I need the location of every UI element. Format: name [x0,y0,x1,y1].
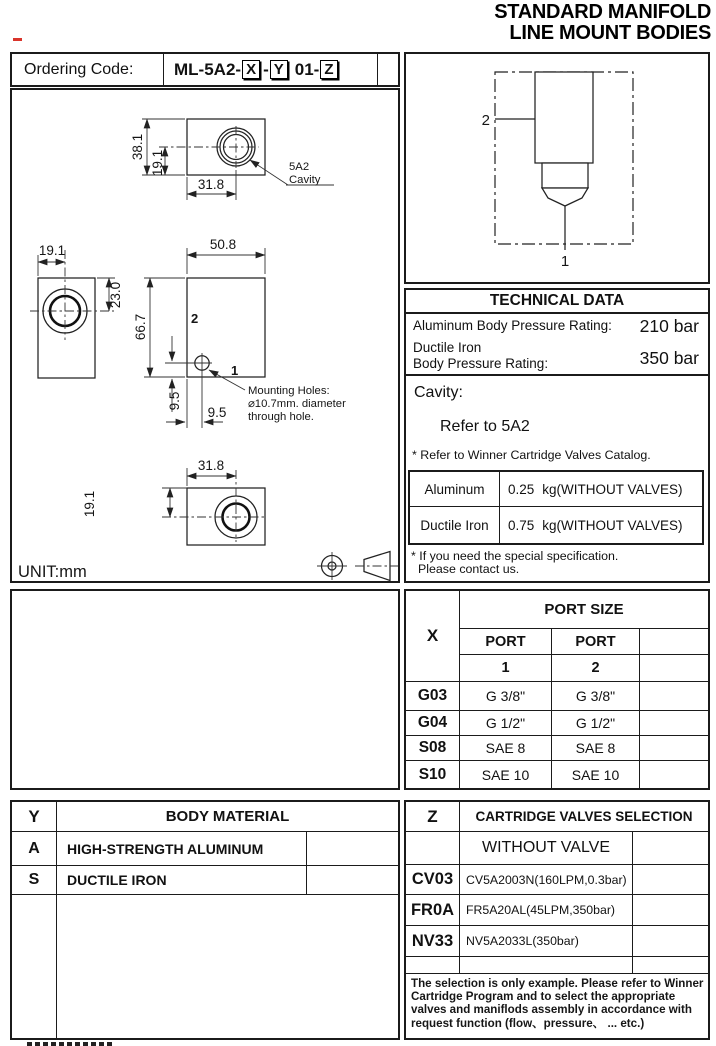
valves-table-key: Z [406,802,460,832]
body-row-code: A [12,832,57,866]
valve-row-model: FR5A20AL(45LPM,350bar) [460,895,633,926]
front-port-1-label: 1 [231,363,239,378]
port-number-2: 2 [552,655,640,682]
empty-cell [640,736,708,761]
ordering-code-z: Z [320,60,337,79]
empty-cell [307,832,398,866]
technical-data-title: TECHNICAL DATA [406,290,708,314]
empty-cell [57,895,398,1038]
weight-material-aluminum: Aluminum [410,472,500,507]
empty-cell [640,629,708,655]
weight-number: 0.75 [508,517,535,533]
dim-9-5-vertical: 9.5 [167,391,182,411]
dim-9-5-horizontal: 9.5 [207,405,227,420]
weight-unit: kg(WITHOUT VALVES) [542,517,683,533]
ductile-pressure-value: 350 bar [639,348,699,368]
empty-cell [633,895,708,926]
weight-material-ductile: Ductile Iron [410,507,500,543]
cavity-schematic [406,54,708,282]
dim-19-1-side: 19.1 [38,243,66,258]
ordering-code-mid: 01- [294,59,320,79]
valve-row-code: NV33 [406,926,460,957]
valves-table-title: CARTRIDGE VALVES SELECTION [460,802,708,832]
top-view [130,119,334,200]
port-table-key: X [406,591,460,682]
body-material-table [10,800,400,1040]
weight-number: 0.25 [508,481,535,497]
dim-50-8: 50.8 [209,237,237,252]
port-row-port2: G 1/2" [552,711,640,736]
page-title-line1: STANDARD MANIFOLD [494,1,711,23]
projection-symbol-cone-icon [355,552,398,581]
empty-panel [10,589,400,790]
dim-31-8-bottom: 31.8 [197,458,225,473]
cavity-label: Cavity: [414,384,463,401]
clipped-footer-text [27,1042,113,1046]
aluminum-pressure-label: Aluminum Body Pressure Rating: [413,318,612,333]
port-number-1: 1 [460,655,552,682]
dim-19-1-bottom: 19.1 [82,490,97,518]
empty-cell [12,895,57,1038]
page-title-line2: LINE MOUNT BODIES [509,22,711,44]
port-size-table [404,589,710,790]
empty-cell [460,957,633,974]
schematic-port-2-label: 2 [481,112,490,129]
dim-19-1-top: 19.1 [150,149,165,177]
ordering-code-empty-cell [377,54,398,85]
cartridge-valves-table [404,800,710,1040]
mounting-note-line3: through hole. [248,411,314,423]
catalog-note: * Refer to Winner Cartridge Valves Catalog. [412,448,651,462]
body-row-material: DUCTILE IRON [57,866,307,895]
ductile-pressure-label [413,340,548,372]
empty-cell [640,711,708,736]
empty-cell [640,682,708,711]
cavity-value: Refer to 5A2 [440,418,530,435]
ordering-code-dash: - [263,59,269,79]
weight-value-aluminum [500,472,702,507]
empty-cell [633,926,708,957]
cavity-schematic-box [404,52,710,284]
front-view [133,237,346,428]
empty-cell [406,832,460,865]
selection-note: The selection is only example. Please refer to Winner Cartridge Program and to select the appropriate valves and maniflods assembly in accordance with request function (flow、pressure、 ... etc.) [411,977,704,1030]
body-row-material: HIGH-STRENGTH ALUMINUM [57,832,307,866]
empty-cell [633,957,708,974]
ordering-code-y: Y [270,60,288,79]
port-row-port1: G 1/2" [460,711,552,736]
port-row-port1: SAE 10 [460,761,552,788]
body-row-code: S [12,866,57,895]
port-header-2: PORT [552,629,640,655]
side-view [30,243,123,378]
technical-data-box [404,288,710,583]
empty-cell [633,832,708,865]
without-valve-cell: WITHOUT VALVE [460,832,633,865]
cavity-callout-line2: Cavity [289,174,321,186]
engineering-drawing-box [10,88,400,583]
port-row-port1: G 3/8" [460,682,552,711]
ordering-code-x: X [242,60,260,79]
aluminum-pressure-value: 210 bar [639,316,699,336]
ordering-code-prefix: ML-5A2- [174,59,242,79]
empty-cell [307,866,398,895]
dim-23-0: 23.0 [108,281,123,309]
ordering-code-label: Ordering Code: [12,54,164,85]
unit-label: UNIT:mm [18,563,87,581]
mounting-note-line1: Mounting Holes: [248,385,330,397]
port-row-port2: G 3/8" [552,682,640,711]
spec-note-line1: * If you need the special specification. [411,549,619,563]
schematic-port-1-label: 1 [560,253,570,270]
page-title [494,2,711,44]
valve-row-code: FR0A [406,895,460,926]
port-row-port2: SAE 10 [552,761,640,788]
cavity-callout-line1: 5A2 [289,161,310,173]
weight-unit: kg(WITHOUT VALVES) [542,481,683,497]
dim-66-7: 66.7 [133,313,148,341]
ordering-code-box [10,52,400,87]
body-table-key: Y [12,802,57,832]
ordering-code-value [164,54,377,85]
port-row-code: S10 [406,761,460,788]
port-row-code: G03 [406,682,460,711]
empty-cell [406,957,460,974]
empty-cell [640,761,708,788]
port-row-port1: SAE 8 [460,736,552,761]
empty-cell [633,865,708,895]
valve-row-code: CV03 [406,865,460,895]
valve-row-model: NV5A2033L(350bar) [460,926,633,957]
weight-table [408,470,704,545]
front-port-2-label: 2 [191,311,199,326]
empty-cell [640,655,708,682]
red-tick-mark [13,38,22,41]
port-header-1: PORT [460,629,552,655]
bottom-view [82,458,265,545]
ductile-pressure-label-line2: Body Pressure Rating: [413,356,549,371]
port-table-title: PORT SIZE [460,591,708,629]
dim-38-1: 38.1 [130,133,145,161]
divider [406,374,708,376]
body-table-title: BODY MATERIAL [57,802,398,832]
valve-row-model: CV5A2003N(160LPM,0.3bar) [460,865,633,895]
engineering-drawing [12,90,398,581]
port-row-code: S08 [406,736,460,761]
dim-31-8-top: 31.8 [197,177,225,192]
ductile-pressure-label-line1: Ductile Iron [413,340,482,355]
spec-note-line2: Please contact us. [418,562,520,576]
mounting-note-line2: ⌀10.7mm. diameter [248,398,346,410]
projection-symbol-target-icon [317,552,347,580]
port-row-port2: SAE 8 [552,736,640,761]
weight-value-ductile [500,507,702,543]
port-row-code: G04 [406,711,460,736]
